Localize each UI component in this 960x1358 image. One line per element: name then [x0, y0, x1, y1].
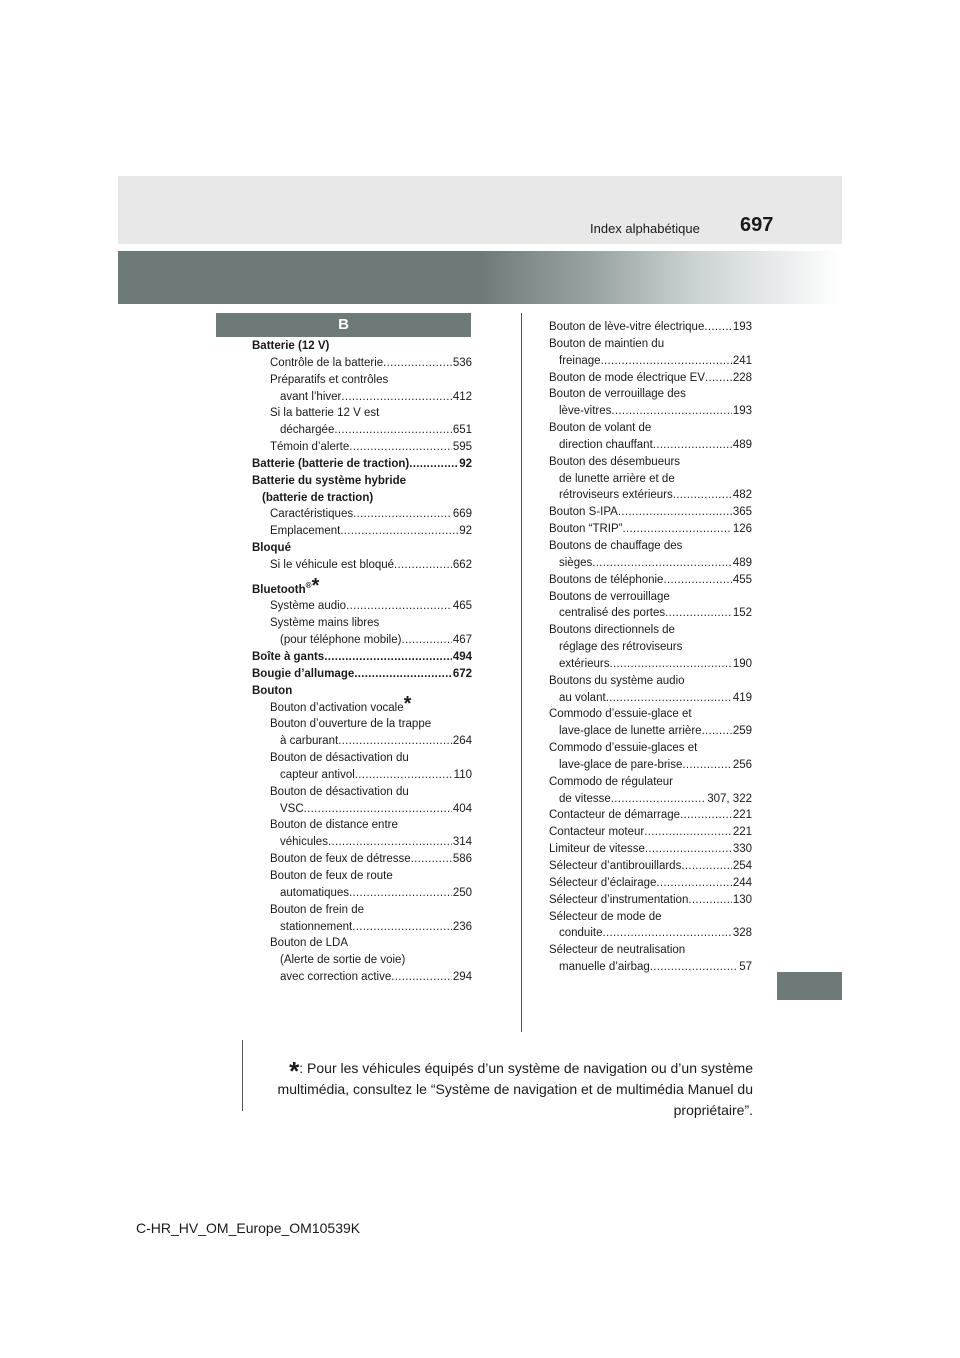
entry-term: (batterie de traction)	[262, 491, 374, 504]
index-entry	[252, 615, 472, 632]
dot-leader	[680, 807, 732, 824]
entry-term: Bouton d’ouverture de la trappe	[270, 718, 432, 731]
index-entry	[252, 817, 472, 834]
entry-term: Sélecteur d’éclairage	[549, 876, 657, 889]
footnote-line-2: multimédia, consultez le “Système de navigation et de multimédia Manuel du	[277, 1081, 753, 1097]
entry-term: avant l’hiver	[280, 390, 342, 403]
dot-leader	[340, 523, 458, 540]
entry-term: à carburant	[280, 735, 339, 748]
entry-page: 365	[732, 506, 752, 519]
index-entry	[549, 723, 752, 740]
entry-page: 221	[732, 809, 752, 822]
index-entry	[549, 824, 752, 841]
dot-leader	[602, 925, 731, 942]
entry-term: véhicules	[280, 836, 328, 849]
dot-leader	[338, 733, 452, 750]
entry-page: 536	[452, 356, 472, 369]
index-entry	[549, 386, 752, 403]
entry-page: 294	[452, 971, 472, 984]
entry-term: Emplacement	[270, 525, 341, 538]
index-entry	[252, 598, 472, 615]
entry-page: 110	[453, 768, 472, 781]
entry-page: 264	[452, 735, 472, 748]
entry-term: (pour téléphone mobile)	[280, 634, 402, 647]
entry-term: Témoin d’alerte	[270, 441, 350, 454]
entry-term: VSC	[280, 802, 304, 815]
index-entry	[252, 919, 472, 936]
index-entry	[549, 370, 752, 387]
entry-page: 419	[732, 691, 752, 704]
entry-term: Si le véhicule est bloqué	[270, 558, 395, 571]
index-entry	[252, 523, 472, 540]
dot-leader	[391, 969, 452, 986]
entry-page: 228	[732, 371, 752, 384]
entry-term: Bouton des désembueurs	[549, 455, 681, 468]
index-entry	[252, 439, 472, 456]
section-title: Index alphabétique	[590, 221, 700, 236]
entry-term: Boutons du système audio	[549, 674, 685, 687]
footnote-marker: *	[403, 692, 412, 715]
index-entry	[549, 656, 752, 673]
index-entry	[252, 750, 472, 767]
entry-term: lave-glace de pare-brise	[559, 758, 683, 771]
footnote-marker: *	[311, 574, 320, 597]
entry-page: 193	[732, 321, 752, 333]
entry-page: 314	[452, 836, 472, 849]
entry-page: 467	[452, 634, 472, 647]
footnote-rule	[242, 1040, 243, 1111]
entry-page: 330	[732, 843, 752, 856]
index-entry	[549, 555, 752, 572]
dot-leader	[346, 598, 452, 615]
entry-page: 662	[452, 558, 472, 571]
document-id: C-HR_HV_OM_Europe_OM10539K	[136, 1220, 361, 1236]
index-entry	[549, 437, 752, 454]
entry-term: freinage	[559, 354, 601, 367]
entry-term: Batterie (batterie de traction)	[252, 457, 410, 470]
index-entry	[549, 403, 752, 420]
dot-leader	[341, 389, 451, 406]
footnote	[260, 1058, 753, 1121]
index-entry	[549, 875, 752, 892]
index-entry	[549, 706, 752, 723]
index-entry	[252, 801, 472, 818]
index-entry	[549, 959, 752, 976]
entry-term: lève-vitres	[559, 405, 612, 418]
index-entry	[549, 942, 752, 959]
dot-leader	[644, 824, 732, 841]
entry-page: 244	[732, 876, 752, 889]
entry-term: Si la batterie 12 V est	[270, 407, 380, 420]
entry-page: 190	[732, 657, 752, 670]
dot-leader	[681, 858, 731, 875]
index-entry	[252, 355, 472, 372]
index-entry	[549, 454, 752, 471]
entry-term: Boutons de chauffage des	[549, 539, 683, 552]
entry-page: 259	[732, 725, 752, 738]
entry-page: 236	[452, 920, 472, 933]
footnote-line-1: : Pour les véhicules équipés d’un système de navigation ou d’un système	[299, 1060, 753, 1076]
entry-term: Sélecteur de mode de	[549, 910, 662, 923]
entry-term: Bouton de feux de détresse	[270, 853, 411, 866]
entry-page: 241	[732, 354, 752, 367]
entry-page: 651	[452, 424, 472, 437]
index-entry	[549, 487, 752, 504]
index-entry	[252, 506, 472, 523]
index-entry	[549, 757, 752, 774]
header-gradient-bar	[118, 251, 842, 304]
index-entry	[549, 353, 752, 370]
entry-page: 494	[452, 651, 472, 664]
index-entry	[252, 868, 472, 885]
entry-term: Bluetooth	[252, 583, 306, 596]
dot-leader	[394, 557, 452, 574]
index-entry	[549, 336, 752, 353]
index-entry	[252, 456, 472, 473]
index-entry	[549, 791, 752, 808]
entry-term: extérieurs	[559, 657, 610, 670]
entry-page: 130	[732, 893, 752, 906]
entry-term: Batterie (12 V)	[252, 340, 330, 352]
entry-page: 256	[732, 758, 752, 771]
column-divider	[521, 313, 522, 1032]
index-entry	[549, 909, 752, 926]
entry-term: Bouton de lève-vitre électrique	[549, 321, 705, 333]
entry-page: 92	[459, 525, 472, 538]
dot-leader	[606, 690, 732, 707]
entry-page: 455	[732, 573, 752, 586]
entry-term: rétroviseurs extérieurs	[559, 489, 673, 502]
entry-term: réglage des rétroviseurs	[559, 641, 683, 654]
entry-term: Commodo de régulateur	[549, 775, 674, 788]
index-entry	[549, 639, 752, 656]
index-entry	[252, 422, 472, 439]
dot-leader	[656, 875, 731, 892]
entry-term: Contacteur de démarrage	[549, 809, 681, 822]
entry-term: Bouton de verrouillage des	[549, 388, 686, 401]
entry-page: 465	[452, 600, 472, 613]
index-entry	[252, 540, 472, 557]
entry-term: Sélecteur d’antibrouillards	[549, 860, 682, 872]
index-entry	[549, 471, 752, 488]
index-entry	[549, 605, 752, 622]
index-entry	[252, 969, 472, 986]
entry-page: 404	[452, 802, 472, 815]
entry-term: Boutons de verrouillage	[549, 590, 670, 603]
entry-term: Sélecteur d’instrumentation	[549, 893, 689, 906]
dot-leader	[702, 723, 732, 740]
entry-term: Limiteur de vitesse	[549, 843, 645, 856]
registered-mark: ®	[305, 580, 312, 590]
index-entry	[252, 733, 472, 750]
index-column-right	[549, 319, 752, 976]
entry-term: conduite	[559, 927, 603, 940]
entry-term: Caractéristiques	[270, 508, 354, 521]
index-entry	[549, 740, 752, 757]
entry-term: Boîte à gants	[252, 651, 325, 664]
index-entry	[252, 473, 472, 490]
entry-term: Bloqué	[252, 542, 291, 555]
index-entry	[252, 767, 472, 784]
dot-leader	[704, 319, 731, 336]
dot-leader	[665, 605, 732, 622]
index-entry	[252, 649, 472, 666]
entry-term: Boutons de téléphonie	[549, 573, 664, 586]
index-entry	[252, 902, 472, 919]
index-entry	[549, 622, 752, 639]
entry-term: (Alerte de sortie de voie)	[280, 954, 406, 967]
entry-term: au volant	[559, 691, 606, 704]
index-entry	[252, 574, 472, 599]
entry-page: 328	[732, 927, 752, 940]
entry-page: 595	[452, 441, 472, 454]
entry-page: 92	[459, 457, 472, 470]
index-entry	[252, 372, 472, 389]
entry-term: Batterie du système hybride	[252, 474, 407, 487]
dot-leader	[663, 572, 731, 589]
entry-term: avec correction active	[280, 971, 392, 984]
dot-leader	[653, 437, 732, 454]
index-entry	[549, 673, 752, 690]
index-entry	[252, 784, 472, 801]
entry-term: Système audio	[270, 600, 347, 613]
entry-term: automatiques	[280, 886, 350, 899]
index-entry	[252, 851, 472, 868]
entry-term: de lunette arrière et de	[559, 472, 675, 485]
index-entry	[549, 925, 752, 942]
dot-leader	[409, 456, 458, 473]
dot-leader	[682, 757, 731, 774]
index-entry	[252, 405, 472, 422]
entry-term: Bouton de distance entre	[270, 819, 398, 832]
index-entry	[252, 557, 472, 574]
dot-leader	[411, 851, 452, 868]
dot-leader	[353, 506, 452, 523]
entry-term: capteur antivol	[280, 768, 355, 781]
header-band	[118, 176, 842, 244]
entry-term: centralisé des portes	[559, 607, 666, 620]
index-entry	[549, 807, 752, 824]
dot-leader	[352, 919, 452, 936]
dot-leader	[650, 959, 738, 976]
dot-leader	[611, 791, 706, 808]
entry-page: 193	[732, 405, 752, 418]
entry-term: Commodo d’essuie-glaces et	[549, 742, 698, 755]
index-entry	[252, 666, 472, 683]
dot-leader	[611, 403, 731, 420]
index-entry	[549, 504, 752, 521]
entry-term: Système mains libres	[270, 617, 380, 630]
index-entry	[549, 589, 752, 606]
index-entry	[549, 538, 752, 555]
entry-term: Bouton de LDA	[270, 937, 349, 950]
dot-leader	[304, 801, 452, 818]
entry-term: Bougie d’allumage	[252, 667, 355, 680]
dot-leader	[645, 841, 732, 858]
entry-page: 250	[452, 886, 472, 899]
index-entry	[549, 420, 752, 437]
index-entry	[549, 572, 752, 589]
entry-term: Préparatifs et contrôles	[270, 373, 389, 386]
dot-leader	[349, 885, 452, 902]
entry-term: Commodo d’essuie-glace et	[549, 708, 692, 721]
entry-term: Bouton d’activation vocale	[270, 701, 404, 714]
entry-term: lave-glace de lunette arrière	[559, 725, 702, 738]
dot-leader	[334, 422, 451, 439]
index-entry	[252, 935, 472, 952]
entry-term: sièges	[559, 556, 593, 569]
footnote-line-3: propriétaire”.	[673, 1102, 753, 1118]
dot-leader	[383, 355, 452, 372]
entry-term: Contacteur moteur	[549, 826, 645, 839]
footnote-star: *	[289, 1056, 300, 1086]
dot-leader	[705, 370, 732, 387]
entry-term: de vitesse	[559, 792, 611, 805]
entry-page: 489	[732, 556, 752, 569]
entry-page: 412	[452, 390, 472, 403]
entry-term: direction chauffant	[559, 438, 653, 451]
index-entry	[252, 389, 472, 406]
entry-term: Bouton de frein de	[270, 903, 364, 916]
dot-leader	[688, 892, 731, 909]
entry-page: 221	[732, 826, 752, 839]
index-entry	[252, 338, 472, 355]
page-number: 697	[740, 214, 774, 236]
entry-term: Contrôle de la batterie	[270, 356, 384, 369]
entry-term: Bouton de mode électrique EV	[549, 371, 705, 384]
entry-term: stationnement	[280, 920, 353, 933]
entry-page: 482	[732, 489, 752, 502]
index-letter-heading: B	[216, 313, 471, 337]
chapter-tab	[777, 972, 842, 1000]
entry-term: Sélecteur de neutralisation	[549, 944, 686, 957]
dot-leader	[673, 487, 732, 504]
entry-page: 307, 322	[707, 792, 752, 805]
index-entry	[252, 885, 472, 902]
index-entry	[549, 774, 752, 791]
index-entry	[252, 490, 472, 507]
entry-page: 669	[452, 508, 472, 521]
index-entry	[549, 841, 752, 858]
dot-leader	[354, 666, 452, 683]
dot-leader	[623, 521, 732, 538]
entry-page: 586	[452, 853, 472, 866]
entry-term: Bouton de feux de route	[270, 869, 393, 882]
index-entry	[252, 692, 472, 717]
index-entry	[252, 952, 472, 969]
entry-term: Bouton de maintien du	[549, 337, 665, 350]
index-entry	[252, 834, 472, 851]
index-entry	[549, 319, 752, 336]
entry-page: 57	[739, 961, 752, 974]
index-entry	[252, 683, 472, 700]
entry-page: 254	[732, 860, 752, 872]
entry-term: Bouton “TRIP”	[549, 523, 623, 536]
index-entry	[549, 858, 752, 875]
entry-page: 672	[452, 667, 472, 680]
entry-term: déchargée	[280, 424, 335, 437]
dot-leader	[349, 439, 452, 456]
entry-term: Bouton de désactivation du	[270, 785, 409, 798]
entry-term: Bouton	[252, 684, 293, 697]
dot-leader	[592, 555, 732, 572]
dot-leader	[324, 649, 452, 666]
dot-leader	[328, 834, 452, 851]
index-entry	[252, 632, 472, 649]
entry-term: Bouton de désactivation du	[270, 752, 409, 765]
entry-term: manuelle d’airbag	[559, 961, 650, 974]
entry-page: 126	[732, 523, 752, 536]
entry-page: 489	[732, 438, 752, 451]
index-entry	[549, 892, 752, 909]
entry-term: Boutons directionnels de	[549, 624, 675, 637]
index-column-left	[252, 338, 472, 986]
dot-leader	[401, 632, 451, 649]
entry-page: 152	[732, 607, 752, 620]
index-entry	[549, 690, 752, 707]
entry-term: Bouton de volant de	[549, 422, 652, 435]
index-entry	[252, 716, 472, 733]
dot-leader	[355, 767, 453, 784]
dot-leader	[601, 353, 732, 370]
entry-term: Bouton S-IPA	[549, 506, 618, 519]
dot-leader	[610, 656, 732, 673]
dot-leader	[618, 504, 732, 521]
index-entry	[549, 521, 752, 538]
